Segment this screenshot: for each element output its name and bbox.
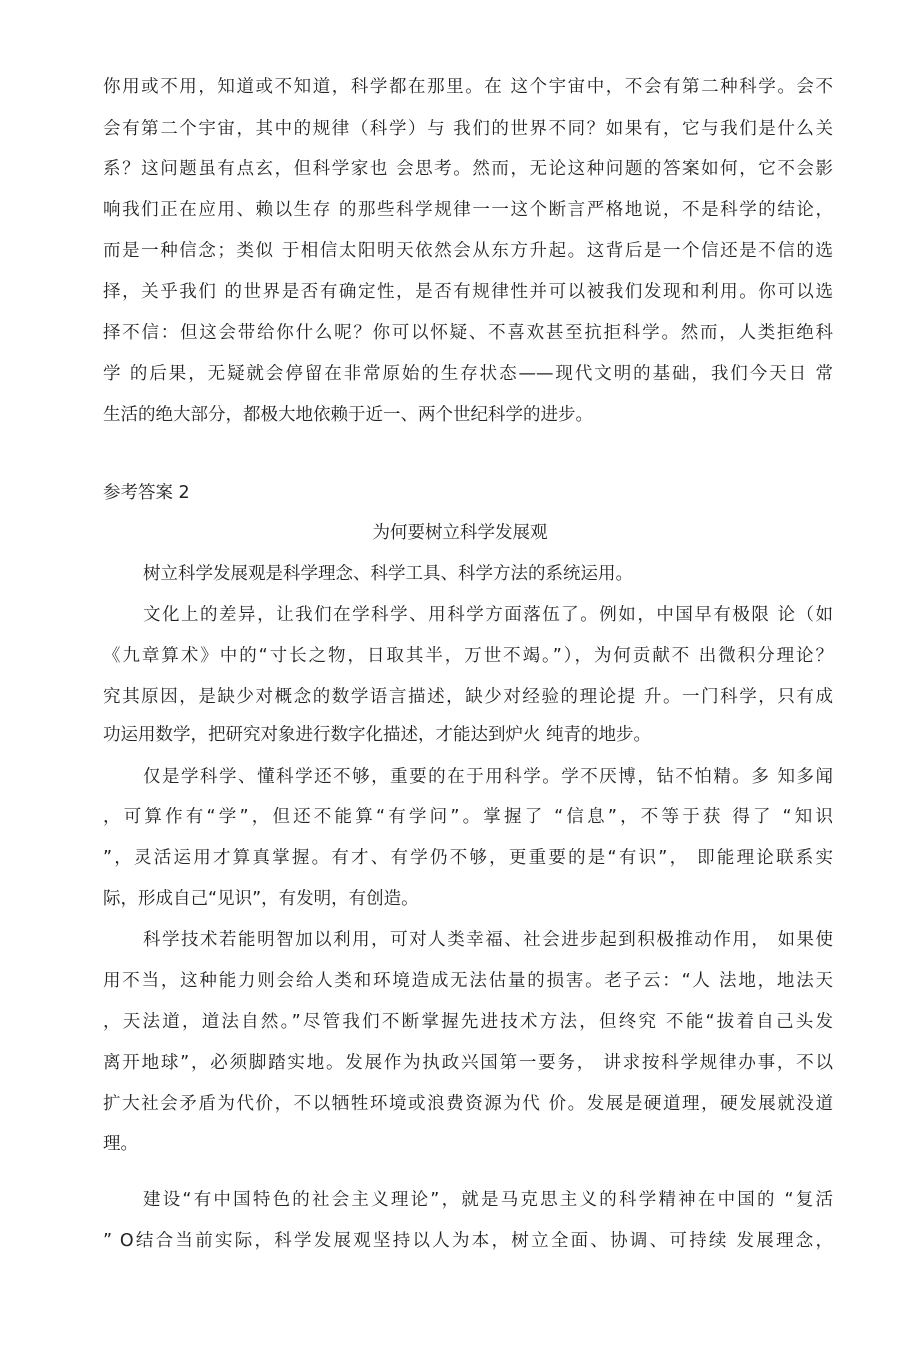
text-line: 生活的绝大部分，都极大地依赖于近一、两个世纪科学的进步。 xyxy=(103,405,593,425)
text-line: 树立科学发展观是科学理念、科学工具、科学方法的系统运用。 xyxy=(143,564,633,584)
text-line: 择不信：但这会带给你什么呢？你可以怀疑、不喜欢甚至抗拒科学。然而，人类拒绝科 xyxy=(103,323,833,343)
text-line: 你用或不用，知道或不知道，科学都在那里。在 这个宇宙中，不会有第二种科学。会不 xyxy=(103,77,833,97)
article-title: 为何要树立科学发展观 xyxy=(372,523,548,543)
text-line: 系？这问题虽有点玄，但科学家也 会思考。然而，无论这种问题的答案如何，它不会影 xyxy=(103,159,833,179)
text-line: 学 的后果，无疑就会停留在非常原始的生存状态——现代文明的基础，我们今天日 常 xyxy=(103,364,833,384)
text-line: 用不当，这种能力则会给人类和环境造成无法估量的损害。老子云：“人 法地，地法天 xyxy=(103,971,833,991)
text-line: ，天法道，道法自然。”尽管我们不断掌握先进技术方法，但终究 不能“拔着自己头发 xyxy=(103,1012,833,1032)
text-line: ” O结合当前实际，科学发展观坚持以人为本，树立全面、协调、可持续 发展理念， xyxy=(103,1231,833,1251)
text-line: 际，形成自己“见识”，有发明，有创造。 xyxy=(103,889,419,909)
text-line: 仅是学科学、懂科学还不够，重要的在于用科学。学不厌博，钻不怕精。多 知多闻 xyxy=(143,767,833,787)
text-line: 离开地球”，必须脚踏实地。发展作为执政兴国第一要务， 讲求按科学规律办事，不以 xyxy=(103,1053,833,1073)
text-line: 扩大社会矛盾为代价，不以牺牲环境或浪费资源为代 价。发展是硬道理，硬发展就没道 xyxy=(103,1094,833,1114)
answer-heading: 参考答案 2 xyxy=(103,483,190,503)
text-line: 功运用数学，把研究对象进行数字化描述，才能达到炉火 纯青的地步。 xyxy=(103,725,652,745)
text-line: 响我们正在应用、赖以生存 的那些科学规律一一这个断言严格地说，不是科学的结论， xyxy=(103,200,833,220)
text-line: 文化上的差异，让我们在学科学、用科学方面落伍了。例如，中国早有极限 论（如 xyxy=(143,605,833,625)
text-line: ”，灵活运用才算真掌握。有才、有学仍不够，更重要的是“有识”， 即能理论联系实 xyxy=(103,848,833,868)
text-line: 理。 xyxy=(103,1134,138,1154)
text-line: 究其原因，是缺少对概念的数学语言描述，缺少对经验的理论提 升。一门科学，只有成 xyxy=(103,687,833,707)
text-line: 择，关乎我们 的世界是否有确定性，是否有规律性并可以被我们发现和利用。你可以选 xyxy=(103,282,833,302)
text-line: 科学技术若能明智加以利用，可对人类幸福、社会进步起到积极推动作用， 如果使 xyxy=(143,930,833,950)
text-line: 会有第二个宇宙，其中的规律（科学）与 我们的世界不同？如果有，它与我们是什么关 xyxy=(103,119,833,139)
text-line: 而是一种信念；类似 于相信太阳明天依然会从东方升起。这背后是一个信还是不信的选 xyxy=(103,241,833,261)
text-line: 《九章算术》中的“寸长之物，日取其半，万世不竭。”），为何贡献不 出微积分理论？ xyxy=(103,646,833,666)
text-line: 建设“有中国特色的社会主义理论”，就是马克思主义的科学精神在中国的 “复活 xyxy=(143,1190,833,1210)
text-line: ，可算作有“学”，但还不能算“有学问”。掌握了 “信息”，不等于获 得了 “知识 xyxy=(103,807,833,827)
